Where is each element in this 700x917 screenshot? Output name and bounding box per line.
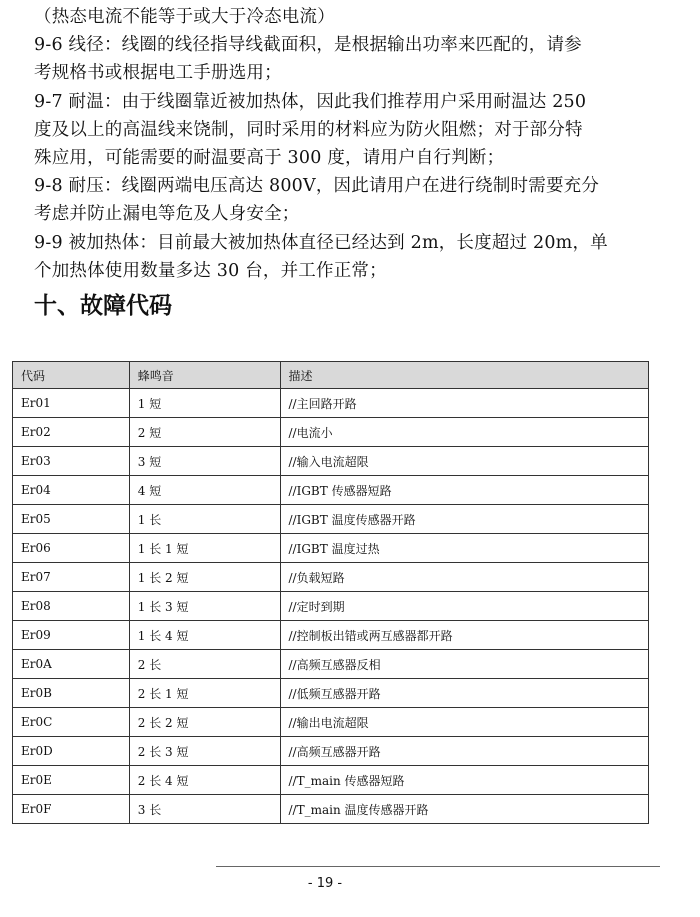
cell-code: Er02 (13, 418, 130, 447)
cell-code: Er09 (13, 621, 130, 650)
table-row (13, 534, 649, 563)
header-code: 代码 (13, 362, 130, 389)
cell-description: //T_main 温度传感器开路 (280, 795, 648, 824)
table-row (13, 563, 649, 592)
cell-description: //定时到期 (280, 592, 648, 621)
table-row (13, 621, 649, 650)
cell-code: Er0D (13, 737, 130, 766)
table-row (13, 737, 649, 766)
cell-description: //IGBT 温度传感器开路 (280, 505, 648, 534)
cell-description: //高频互感器反相 (280, 650, 648, 679)
cell-code: Er01 (13, 389, 130, 418)
table-row (13, 418, 649, 447)
cell-description: //输入电流超限 (280, 447, 648, 476)
cell-description: //控制板出错或两互感器都开路 (280, 621, 648, 650)
cell-beep: 4 短 (129, 476, 280, 505)
body-line: 9-7 耐温：由于线圈靠近被加热体，因此我们推荐用户采用耐温达 250 (34, 91, 587, 112)
cell-beep: 2 短 (129, 418, 280, 447)
cell-beep: 1 长 4 短 (129, 621, 280, 650)
body-line: （热态电流不能等于或大于冷态电流） (34, 7, 335, 27)
cell-beep: 1 短 (129, 389, 280, 418)
table-row (13, 650, 649, 679)
cell-description: //主回路开路 (280, 389, 648, 418)
cell-code: Er07 (13, 563, 130, 592)
page-number: - 19 - (307, 876, 343, 891)
fault-code-table (12, 361, 649, 824)
cell-description: //低频互感器开路 (280, 679, 648, 708)
cell-description: //IGBT 温度过热 (280, 534, 648, 563)
cell-code: Er05 (13, 505, 130, 534)
cell-beep: 3 短 (129, 447, 280, 476)
cell-description: //输出电流超限 (280, 708, 648, 737)
cell-code: Er04 (13, 476, 130, 505)
cell-code: Er06 (13, 534, 130, 563)
body-text (34, 3, 666, 285)
table-header-row (13, 362, 649, 389)
table-row (13, 708, 649, 737)
section-title: 十、故障代码 (34, 293, 172, 319)
table-row (13, 795, 649, 824)
footer-divider (216, 866, 660, 867)
cell-beep: 1 长 3 短 (129, 592, 280, 621)
table-row (13, 505, 649, 534)
cell-beep: 3 长 (129, 795, 280, 824)
cell-beep: 2 长 3 短 (129, 737, 280, 766)
cell-beep: 2 长 4 短 (129, 766, 280, 795)
cell-beep: 1 长 (129, 505, 280, 534)
body-line: 考虑并防止漏电等危及人身安全； (34, 204, 300, 225)
cell-description: //电流小 (280, 418, 648, 447)
table-row (13, 766, 649, 795)
cell-code: Er0B (13, 679, 130, 708)
body-line: 殊应用，可能需要的耐温要高于 300 度，请用户自行判断； (34, 148, 505, 169)
cell-description: //IGBT 传感器短路 (280, 476, 648, 505)
body-line: 9-8 耐压：线圈两端电压高达 800V，因此请用户在进行绕制时需要充分 (34, 176, 600, 197)
cell-beep: 2 长 (129, 650, 280, 679)
cell-code: Er03 (13, 447, 130, 476)
body-line: 9-6 线径：线圈的线径指导线截面积，是根据输出功率来匹配的，请参 (34, 35, 582, 56)
cell-code: Er08 (13, 592, 130, 621)
cell-beep: 2 长 1 短 (129, 679, 280, 708)
body-line: 考规格书或根据电工手册选用； (34, 63, 282, 84)
cell-code: Er0F (13, 795, 130, 824)
body-line: 个加热体使用数量多达 30 台，并工作正常； (34, 260, 387, 281)
table-row (13, 447, 649, 476)
body-line: 9-9 被加热体：目前最大被加热体直径已经达到 2m，长度超过 20m，单 (34, 232, 608, 253)
cell-beep: 1 长 1 短 (129, 534, 280, 563)
header-beep: 蜂鸣音 (129, 362, 280, 389)
table-row (13, 389, 649, 418)
table-row (13, 592, 649, 621)
cell-code: Er0A (13, 650, 130, 679)
cell-beep: 2 长 2 短 (129, 708, 280, 737)
cell-code: Er0C (13, 708, 130, 737)
cell-description: //T_main 传感器短路 (280, 766, 648, 795)
table-row (13, 476, 649, 505)
cell-description: //负载短路 (280, 563, 648, 592)
body-line: 度及以上的高温线来饶制，同时采用的材料应为防火阻燃；对于部分特 (34, 119, 583, 140)
cell-beep: 1 长 2 短 (129, 563, 280, 592)
cell-code: Er0E (13, 766, 130, 795)
table-row (13, 679, 649, 708)
header-description: 描述 (280, 362, 648, 389)
cell-description: //高频互感器开路 (280, 737, 648, 766)
